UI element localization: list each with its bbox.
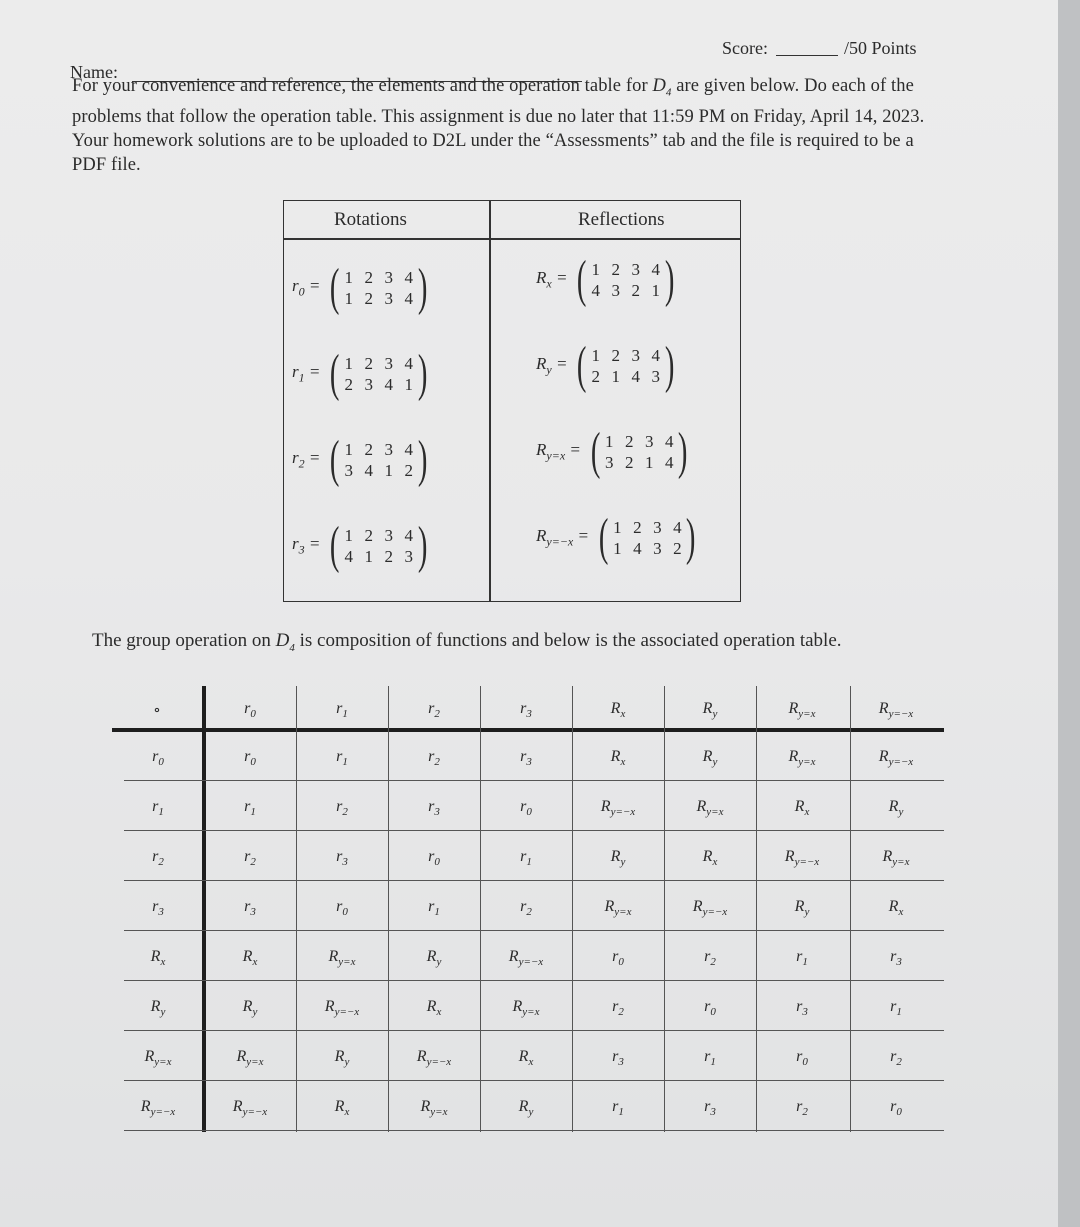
column-header-Ry=x: $R_{y=x}$ [788, 700, 816, 721]
row-line [124, 780, 944, 781]
table-cell: $r_3$ [520, 748, 532, 769]
rotation-r3-bottom-row: 4 1 2 3 [344, 547, 413, 566]
row-line [124, 1130, 944, 1131]
rotation-r0-bottom-row: 1 2 3 4 [344, 289, 413, 308]
column-header-Rx: $R_x$ [610, 700, 626, 721]
table-cell: $R_{y=-x}$ [784, 848, 820, 869]
caption-text-1: The group operation on [92, 630, 276, 651]
table-cell: $r_3$ [244, 898, 256, 919]
row-header-Rx: $R_x$ [150, 948, 166, 969]
table-cell: $r_2$ [336, 798, 348, 819]
row-line [124, 830, 944, 831]
column-line [296, 686, 297, 1132]
table-cell: $r_3$ [336, 848, 348, 869]
row-header-Ry=x: $R_{y=x}$ [144, 1048, 172, 1069]
row-line [124, 880, 944, 881]
elements-divider-horizontal [284, 238, 740, 240]
table-cell: $R_x$ [794, 798, 810, 819]
reflection-2-bottom-row: 3 2 1 4 [604, 453, 674, 472]
table-cell: $R_y$ [242, 998, 258, 1019]
reflection-3-bottom-row: 1 4 3 2 [613, 539, 682, 558]
reflection-1-matrix: ( 1 2 3 4 2 1 4 3 ) [577, 337, 675, 394]
table-cell: $R_{y=x}$ [696, 798, 724, 819]
caption-text-2: is composition of functions and below is the associated operation table. [294, 630, 842, 651]
reflection-2-matrix: ( 1 2 3 4 3 2 1 4 ) [590, 423, 688, 480]
row-line [124, 1030, 944, 1031]
column-header-r2: $r_2$ [428, 700, 440, 721]
rotation-r0-top-row: 1 2 3 4 [344, 268, 413, 287]
table-cell: $R_{y=-x}$ [692, 898, 728, 919]
points-label: /50 Points [843, 38, 917, 58]
operation-symbol: ∘ [153, 702, 161, 719]
column-line [388, 686, 389, 1132]
reflection-0-matrix: ( 1 2 3 4 4 3 2 1 ) [577, 251, 675, 308]
table-cell: $R_{y=-x}$ [600, 798, 636, 819]
table-cell: $r_3$ [704, 1098, 716, 1119]
column-header-r1: $r_1$ [336, 700, 348, 721]
rotation-r1-label: $r_1$ = [292, 362, 321, 385]
table-cell: $R_{y=-x}$ [416, 1048, 452, 1069]
row-header-r1: $r_1$ [152, 798, 164, 819]
row-header-r0: $r_0$ [152, 748, 164, 769]
table-cell: $r_1$ [796, 948, 808, 969]
table-cell: $r_0$ [244, 748, 256, 769]
table-cell: $r_0$ [796, 1048, 808, 1069]
rotation-r3-matrix: ( 1 2 3 4 4 1 2 3 ) [330, 517, 428, 574]
column-line [664, 686, 665, 1132]
row-header-r2: $r_2$ [152, 848, 164, 869]
table-cell: $R_{y=x}$ [420, 1098, 448, 1119]
table-cell: $r_2$ [890, 1048, 902, 1069]
caption-group-symbol: $D_4$ [275, 630, 295, 654]
table-cell: $R_{y=-x}$ [878, 748, 914, 769]
column-header-r0: $r_0$ [244, 700, 256, 721]
table-cell: $R_x$ [702, 848, 718, 869]
table-cell: $R_{y=-x}$ [232, 1098, 268, 1119]
instructions-paragraph [72, 74, 952, 177]
table-cell: $R_{y=-x}$ [324, 998, 360, 1019]
rotation-r3-top-row: 1 2 3 4 [344, 526, 413, 545]
table-cell: $R_{y=x}$ [512, 998, 540, 1019]
column-header-Ry=-x: $R_{y=-x}$ [878, 700, 914, 721]
reflection-3-top-row: 1 2 3 4 [613, 518, 682, 537]
rotation-r0-matrix: ( 1 2 3 4 1 2 3 4 ) [330, 259, 428, 316]
reflections-header: Reflections [578, 209, 665, 230]
table-cell: $r_0$ [704, 998, 716, 1019]
reflection-0 [536, 251, 678, 308]
rotation-r2-label: $r_2$ = [292, 448, 321, 471]
table-cell: $r_0$ [428, 848, 440, 869]
table-cell: $r_1$ [890, 998, 902, 1019]
reflection-2-label: $R_{y=x}$ = [536, 440, 581, 463]
reflection-3 [536, 509, 700, 566]
table-cell: $R_x$ [334, 1098, 350, 1119]
row-header-Ry: $R_y$ [150, 998, 166, 1019]
rotation-r2 [292, 431, 431, 488]
table-cell: $r_0$ [336, 898, 348, 919]
table-cell: $r_0$ [520, 798, 532, 819]
table-cell: $R_y$ [702, 748, 718, 769]
intro-group-symbol: $D_4$ [652, 76, 672, 99]
table-cell: $R_x$ [426, 998, 442, 1019]
rotation-r0 [292, 259, 431, 316]
table-cell: $r_3$ [428, 798, 440, 819]
rotations-header: Rotations [334, 209, 407, 230]
score-label: Score: [722, 38, 768, 58]
column-line [850, 686, 851, 1132]
rotation-r3-label: $r_3$ = [292, 534, 321, 557]
rotation-r2-bottom-row: 3 4 1 2 [344, 461, 413, 480]
rotation-r3 [292, 517, 431, 574]
column-line [480, 686, 481, 1132]
column-header-r3: $r_3$ [520, 700, 532, 721]
table-cell: $r_2$ [244, 848, 256, 869]
reflection-1 [536, 337, 678, 394]
table-cell: $r_0$ [612, 948, 624, 969]
table-cell: $r_1$ [336, 748, 348, 769]
table-cell: $r_2$ [704, 948, 716, 969]
table-cell: $r_1$ [244, 798, 256, 819]
rotation-r2-matrix: ( 1 2 3 4 3 4 1 2 ) [330, 431, 428, 488]
column-line [572, 686, 573, 1132]
table-cell: $R_{y=x}$ [788, 748, 816, 769]
table-cell: $r_1$ [612, 1098, 624, 1119]
table-cell: $R_x$ [610, 748, 626, 769]
reflection-1-bottom-row: 2 1 4 3 [591, 367, 661, 386]
table-cell: $R_{y=x}$ [604, 898, 632, 919]
operation-table-caption [92, 630, 842, 654]
column-line [756, 686, 757, 1132]
reflection-0-top-row: 1 2 3 4 [591, 260, 661, 279]
row-header-divider [202, 686, 206, 1132]
table-cell: $R_y$ [610, 848, 626, 869]
table-cell: $r_2$ [428, 748, 440, 769]
intro-text-1: For your convenience and reference, the elements and the operation table for [72, 76, 653, 96]
table-cell: $r_1$ [428, 898, 440, 919]
intro-text-2: are given below. Do each of the problems that follow the operation table. This assignment is due no later that 11:59 PM on Friday, April 14, 2023. Your homework solutions are to be uploaded to D2L under the “Assessments” tab and the file is required to be a PDF file. [72, 76, 925, 175]
table-cell: $R_x$ [888, 898, 904, 919]
reflection-0-label: $R_x$ = [536, 268, 568, 291]
table-cell: $R_x$ [242, 948, 258, 969]
name-label: Name: [70, 62, 118, 82]
table-cell: $r_3$ [796, 998, 808, 1019]
reflection-2-top-row: 1 2 3 4 [604, 432, 674, 451]
table-cell: $R_y$ [888, 798, 904, 819]
row-line [124, 1080, 944, 1081]
rotation-r1-matrix: ( 1 2 3 4 2 3 4 1 ) [330, 345, 428, 402]
operation-table [112, 686, 944, 1134]
table-cell: $r_3$ [890, 948, 902, 969]
table-cell: $r_0$ [890, 1098, 902, 1119]
table-cell: $R_x$ [518, 1048, 534, 1069]
table-cell: $R_y$ [518, 1098, 534, 1119]
reflection-0-bottom-row: 4 3 2 1 [591, 281, 661, 300]
row-line [124, 980, 944, 981]
row-line [124, 930, 944, 931]
table-cell: $R_y$ [426, 948, 442, 969]
score-blank[interactable] [776, 55, 838, 56]
table-cell: $r_2$ [520, 898, 532, 919]
table-cell: $r_3$ [612, 1048, 624, 1069]
table-cell: $R_{y=x}$ [882, 848, 910, 869]
row-header-r3: $r_3$ [152, 898, 164, 919]
reflection-3-label: $R_{y=-x}$ = [536, 526, 589, 549]
rotation-r1-top-row: 1 2 3 4 [344, 354, 413, 373]
table-cell: $R_{y=x}$ [328, 948, 356, 969]
table-cell: $r_2$ [796, 1098, 808, 1119]
rotation-r1 [292, 345, 431, 402]
reflection-1-label: $R_y$ = [536, 354, 568, 377]
table-cell: $r_1$ [520, 848, 532, 869]
elements-divider-vertical [489, 201, 491, 601]
rotation-r2-top-row: 1 2 3 4 [344, 440, 413, 459]
reflection-2 [536, 423, 692, 480]
table-cell: $r_2$ [612, 998, 624, 1019]
header-divider [112, 728, 944, 732]
table-cell: $R_{y=-x}$ [508, 948, 544, 969]
reflection-1-top-row: 1 2 3 4 [591, 346, 661, 365]
table-cell: $r_1$ [704, 1048, 716, 1069]
page-edge-background [1058, 0, 1080, 1227]
table-cell: $R_{y=x}$ [236, 1048, 264, 1069]
rotation-r1-bottom-row: 2 3 4 1 [344, 375, 413, 394]
table-cell: $R_y$ [334, 1048, 350, 1069]
rotation-r0-label: $r_0$ = [292, 276, 321, 299]
table-cell: $R_y$ [794, 898, 810, 919]
score-field [722, 38, 917, 59]
column-header-Ry: $R_y$ [702, 700, 718, 721]
row-header-Ry=-x: $R_{y=-x}$ [140, 1098, 176, 1119]
reflection-3-matrix: ( 1 2 3 4 1 4 3 2 ) [598, 509, 696, 566]
